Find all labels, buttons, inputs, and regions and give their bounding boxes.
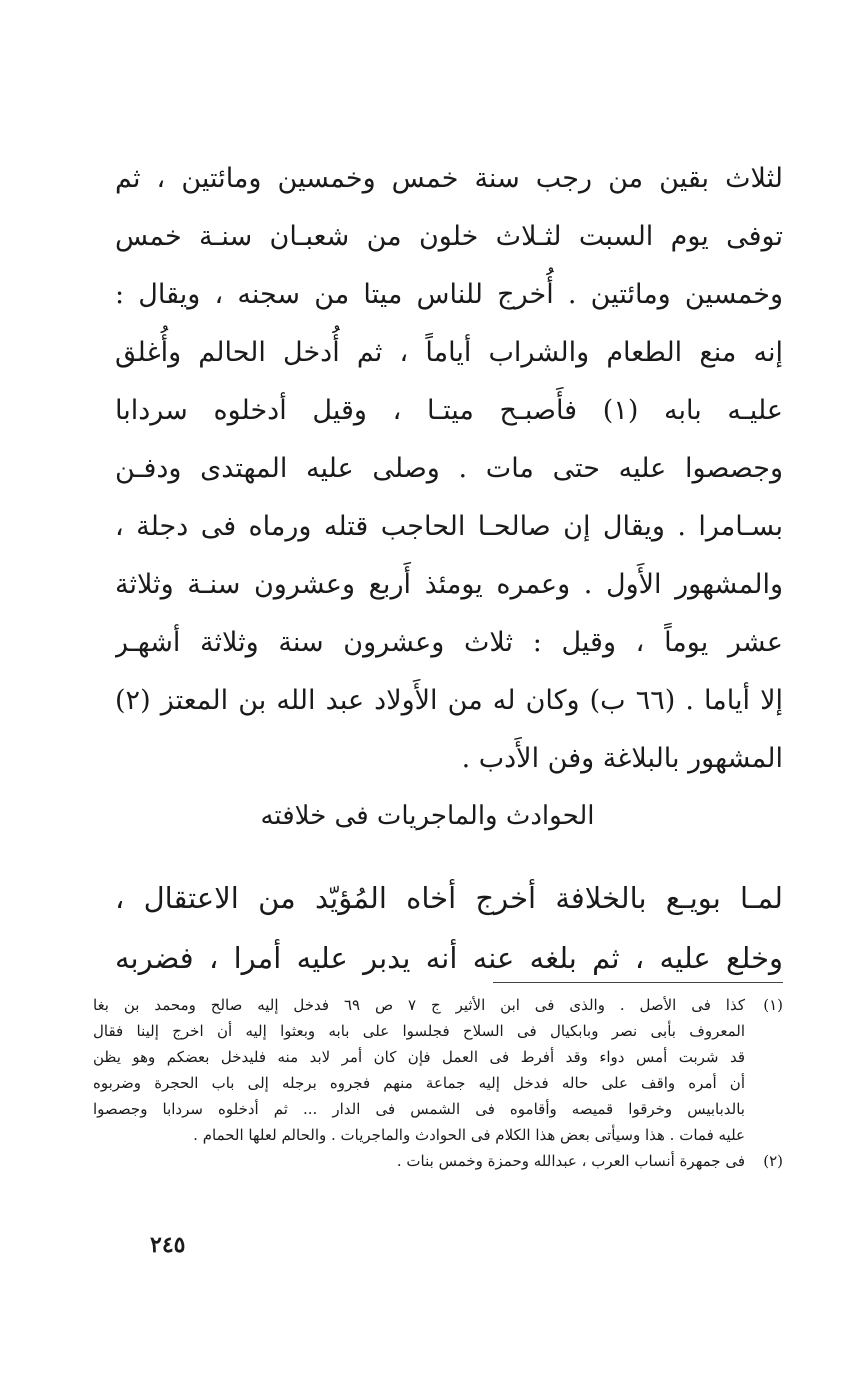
text-line: لمـا بويـع بالخلافة أخرج أخاه المُؤيّد من الاعتقال ، xyxy=(115,881,783,915)
main-text-block xyxy=(115,150,783,788)
footnote-text xyxy=(93,992,745,1148)
text-line: توفى يوم السبت لثـلاث خلون من شعبـان سنـة خمس xyxy=(115,221,783,252)
footnote-line: كذا فى الأصل . والذى فى ابن الأثير ج ٧ ص ٦٩ فدخل إليه صالح ومحمد بن بغا xyxy=(93,996,745,1014)
footnote-line: قد شربت أمس دواء وقد أفرط فى العمل فإن كان أمر لابد منه فليدخل بعضكم وهو يظن xyxy=(93,1048,745,1066)
text-line: لثلاث بقين من رجب سنة خمس وخمسين ومائتين ، ثم xyxy=(115,163,783,194)
footnote-line: بالدبابيس وخرقوا قميصه وأقاموه فى الشمس فى الدار ... ثم أدخلوه سردابا وجصصوا xyxy=(93,1100,745,1118)
text-line: وخلع عليه ، ثم بلغه عنه أنه يدبر عليه أمرا ، فضربه xyxy=(115,941,783,975)
footnote-number: (٢) xyxy=(763,1152,783,1170)
text-line: عشر يوماً ، وقيل : ثلاث وعشرون سنة وثلاثة أشهـر xyxy=(115,627,783,658)
text-line: بسـامرا . ويقال إن صالحـا الحاجب قتله ورماه فى دجلة ، xyxy=(115,511,783,542)
text-line: المشهور بالبلاغة وفن الأَدب . xyxy=(461,743,783,774)
footnote-line: عليه فمات . هذا وسيأتى بعض هذا الكلام فى الحوادث والماجريات . والحالم لعلها الحمام . xyxy=(193,1126,745,1144)
footnote-2 xyxy=(93,1148,783,1174)
text-line: إلا أياما . (٦٦ ب) وكان له من الأَولاد عبد الله بن المعتز (٢) xyxy=(115,685,783,716)
footnote-1 xyxy=(93,992,783,1148)
section-heading: الحوادث والماجريات فى خلافته xyxy=(260,801,595,831)
footnote-line: أن أمره واقف على حاله فدخل إليه جماعة منهم فجروه برجله إلى باب الحجرة وضربوه xyxy=(93,1074,745,1092)
footnote-divider xyxy=(493,982,783,983)
text-line: وجصصوا عليه حتى مات . وصلى عليه المهتدى ودفـن xyxy=(115,453,783,484)
text-line: عليـه بابه (١) فأَصبـح ميتـا ، وقيل أدخلوه سردابا xyxy=(115,395,783,426)
footnotes xyxy=(93,992,783,1174)
section-text-block xyxy=(115,868,783,988)
page-number: ٢٤٥ xyxy=(150,1232,186,1258)
footnote-line: فى جمهرة أنساب العرب ، عبدالله وحمزة وخمس بنات . xyxy=(396,1152,745,1170)
footnote-line: المعروف بأبى نصر وبابكيال فى السلاح فجلسوا على بابه وبعثوا إليه أن اخرج إلينا فقال xyxy=(93,1022,745,1040)
footnote-number: (١) xyxy=(763,996,783,1014)
footnote-text xyxy=(93,1148,745,1174)
text-line: والمشهور الأَول . وعمره يومئذ أَربع وعشرون سنـة وثلاثة xyxy=(115,569,783,600)
text-line: إنه منع الطعام والشراب أياماً ، ثم أُدخل الحالم وأُغلق xyxy=(115,337,783,368)
text-line: وخمسين ومائتين . أُخرج للناس ميتا من سجنه ، ويقال : xyxy=(115,279,783,310)
